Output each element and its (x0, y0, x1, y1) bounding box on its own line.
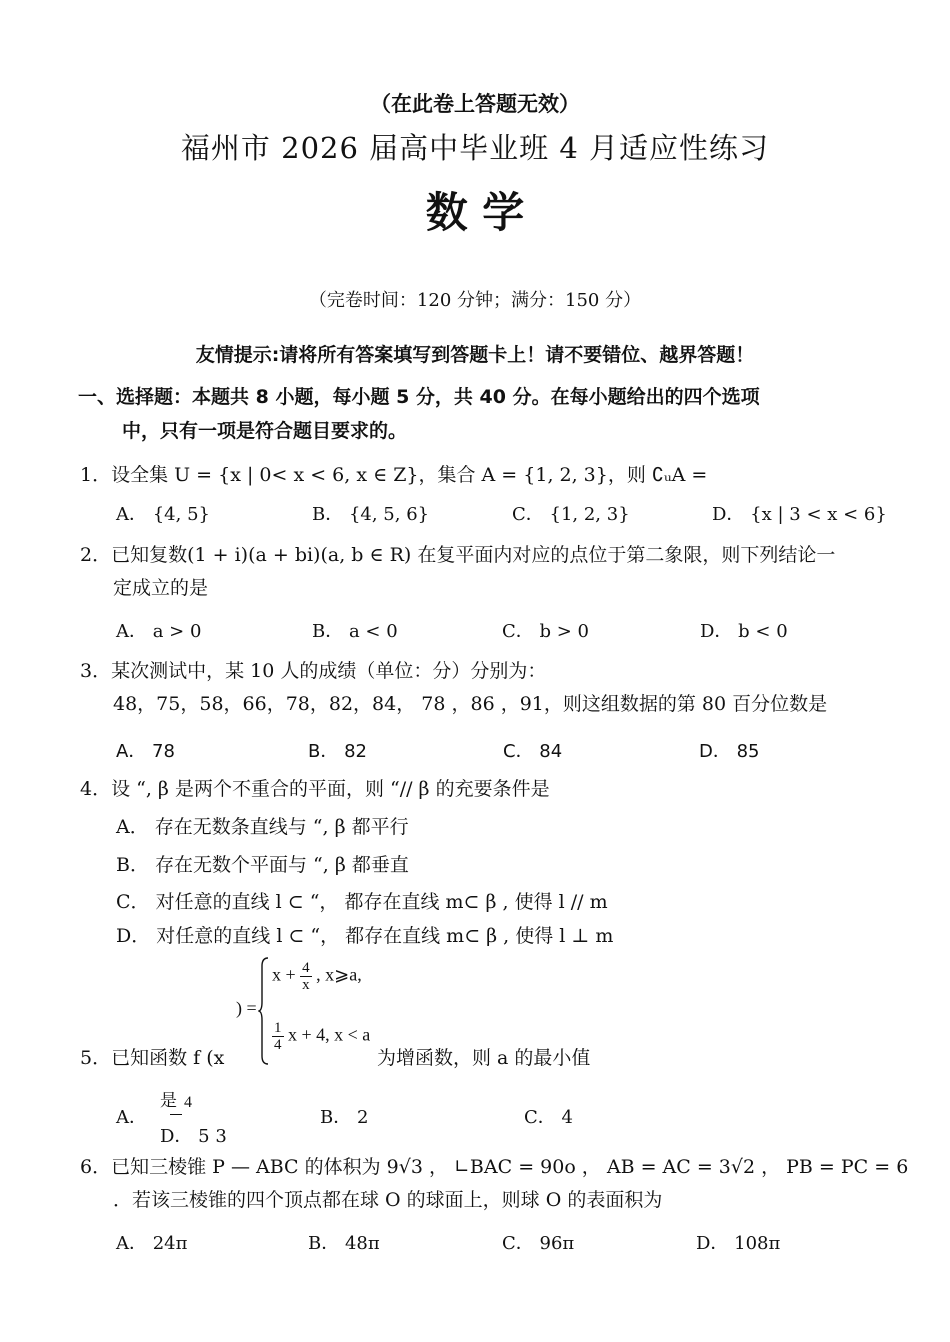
q5-case1-post: , x⩾a, (316, 964, 362, 985)
q5-case1-fraction (300, 960, 312, 993)
q3-option-d: D． 85 (699, 741, 760, 762)
q5-case2-den: 4 (274, 1037, 282, 1053)
question-4: 4．设 “, β 是两个不重合的平面，则 “// β 的充要条件是 (80, 778, 550, 800)
q6-option-a: A． 24π (116, 1233, 188, 1254)
question-3: 3．某次测试中，某 10 人的成绩（单位：分）分别为： (80, 660, 547, 682)
q1-option-d: D． {x | 3 < x < 6} (712, 504, 887, 525)
question-6-cont: ．若该三棱锥的四个顶点都在球 O 的球面上，则球 O 的表面积为 (113, 1189, 663, 1211)
q6-option-b: B． 48π (308, 1233, 380, 1254)
question-6: 6．已知三棱锥 P — ABC 的体积为 9√3 ， ∟BAC = 90o ， AB = AC = 3√2 ， PB = PC = 6 (80, 1156, 909, 1178)
question-1: 1．设全集 U = {x | 0< x < 6, x ∈ Z}，集合 A = {1, 2, 3}，则 ∁ᵤA = (80, 464, 708, 486)
q3-option-a: A． 78 (116, 741, 175, 762)
q5-option-a-bar (170, 1114, 182, 1115)
q1-option-a: A． {4, 5} (116, 504, 210, 525)
q5-case2-num: 1 (274, 1020, 282, 1036)
question-5-suffix: 为增函数，则 a 的最小值 (377, 1047, 591, 1069)
q5-case-2 (272, 1020, 370, 1053)
q5-case2-fraction (272, 1020, 284, 1053)
q2-option-c: C． b > 0 (502, 621, 589, 642)
q5-option-a-label: A． (116, 1107, 147, 1128)
q5-case-1 (272, 960, 362, 993)
q1-option-c: C． {1, 2, 3} (512, 504, 630, 525)
q2-option-a: A． a > 0 (116, 621, 202, 642)
q3-option-b: B． 82 (308, 741, 367, 762)
q5-option-a-top: 是 (160, 1091, 177, 1111)
q4-option-b: B． 存在无数个平面与 “, β 都垂直 (116, 854, 409, 876)
q5-option-b: B． 2 (320, 1107, 369, 1128)
exam-title: 福州市 2026 届高中毕业班 4 月适应性练习 (180, 131, 770, 165)
section-heading-cont: 中，只有一项是符合题目要求的。 (122, 420, 408, 442)
question-5: 5．已知函数 f (x (80, 1047, 225, 1069)
q5-case1-den: x (302, 977, 310, 993)
friendly-tip: 友情提示:请将所有答案填写到答题卡上！请不要错位、越界答题！ (195, 344, 755, 366)
subject-title: 数 学 (425, 188, 525, 237)
q5-case1-pre: x + (272, 964, 296, 985)
q5-option-a-value: 4 (184, 1094, 192, 1111)
q5-option-d: D． 5 3 (160, 1126, 227, 1147)
q5-left-brace (258, 956, 270, 1066)
notice: （在此卷上答题无效） (370, 92, 580, 116)
q5-case1-num: 4 (302, 960, 310, 976)
q5-equals: ) = (236, 998, 257, 1018)
time-info: （完卷时间：120 分钟；满分：150 分） (308, 290, 642, 311)
q6-option-d: D． 108π (696, 1233, 781, 1254)
q5-case2-post: x + 4, x < a (288, 1024, 371, 1045)
q5-option-c: C． 4 (524, 1107, 573, 1128)
section-heading: 一、选择题：本题共 8 小题，每小题 5 分，共 40 分。在每小题给出的四个选项 (78, 386, 760, 408)
q4-option-d: D． 对任意的直线 l ⊂ “， 都存在直线 m⊂ β , 使得 l ⊥ m (116, 925, 614, 947)
q3-option-c: C． 84 (503, 741, 563, 762)
q2-option-b: B． a < 0 (312, 621, 398, 642)
q1-option-b: B． {4, 5, 6} (312, 504, 430, 525)
q6-option-c: C． 96π (502, 1233, 575, 1254)
question-2-cont: 定成立的是 (113, 577, 209, 599)
q4-option-a: A． 存在无数条直线与 “, β 都平行 (116, 816, 409, 838)
q4-option-c: C． 对任意的直线 l ⊂ “， 都存在直线 m⊂ β , 使得 l // m (116, 891, 608, 913)
question-2: 2．已知复数(1 + i)(a + bi)(a, b ∈ R) 在复平面内对应的点位于第二象限，则下列结论一 (80, 544, 836, 566)
q2-option-d: D． b < 0 (700, 621, 788, 642)
question-3-cont: 48，75，58，66，78，82，84， 78 ，86 ，91，则这组数据的第 80 百分位数是 (113, 693, 828, 715)
